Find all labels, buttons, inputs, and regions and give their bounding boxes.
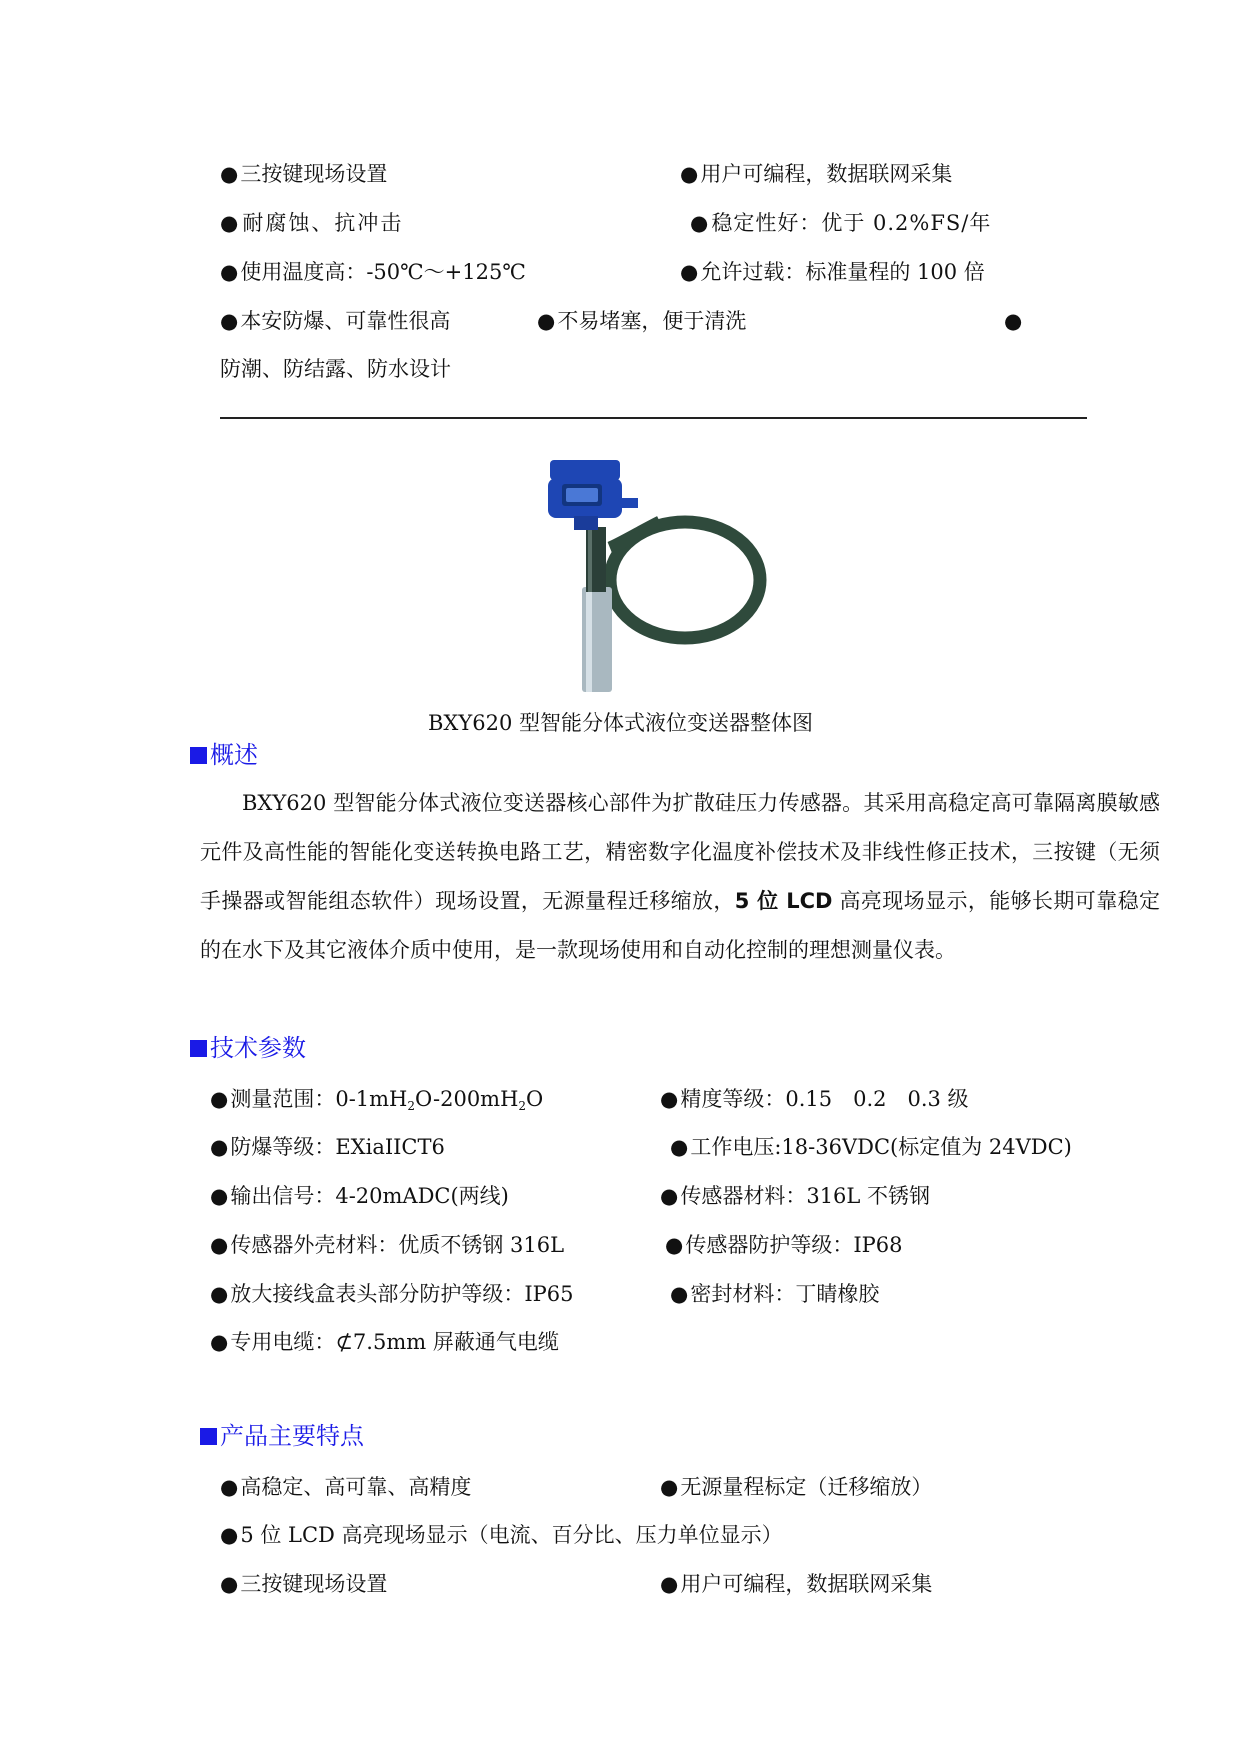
- feature-item: ●稳定性好：优于 0.2%FS/年: [690, 211, 992, 235]
- param-item: ●精度等级：0.15 0.2 0.3 级: [660, 1087, 969, 1111]
- param-item: ●密封材料：丁睛橡胶: [670, 1282, 880, 1306]
- param-item: ●输出信号：4-20mADC(两线): [210, 1184, 509, 1208]
- param-item: ●传感器外壳材料：优质不锈钢 316L: [210, 1233, 565, 1257]
- square-bullet-icon: [190, 747, 207, 764]
- param-item: ●工作电压:18-36VDC(标定值为 24VDC): [670, 1135, 1072, 1159]
- param-item: ●测量范围：$0-1mH_2O-200mH_2O$: [210, 1087, 544, 1113]
- param-item: ●传感器防护等级：IP68: [665, 1233, 903, 1257]
- divider: [220, 417, 1087, 419]
- param-item: ●传感器材料：316L 不锈钢: [660, 1184, 931, 1208]
- feature-item: ●本安防爆、可靠性很高: [220, 309, 451, 333]
- features-heading: 产品主要特点: [200, 1424, 364, 1448]
- param-item: ●防爆等级：EXiaIICT6: [210, 1135, 445, 1159]
- feature-item: 防潮、防结露、防水设计: [220, 357, 451, 381]
- feature-bullet: ●: [1004, 309, 1023, 333]
- figure-caption: BXY620 型智能分体式液位变送器整体图: [427, 711, 813, 735]
- product-image: [540, 452, 770, 700]
- feature-item: ●高稳定、高可靠、高精度: [220, 1475, 472, 1499]
- feature-item: ●使用温度高：-50℃～+125℃: [220, 260, 526, 284]
- feature-item: ●三按键现场设置: [220, 162, 388, 186]
- feature-item: ●允许过载：标准量程的 100 倍: [680, 260, 985, 284]
- param-item: ●专用电缆：⊄7.5mm 屏蔽通气电缆: [210, 1330, 559, 1354]
- feature-item: ●无源量程标定（迁移缩放）: [660, 1475, 933, 1499]
- param-item: ●放大接线盒表头部分防护等级：IP65: [210, 1282, 574, 1306]
- feature-item: ●耐腐蚀、抗冲击: [220, 211, 404, 235]
- square-bullet-icon: [200, 1428, 217, 1445]
- feature-item: ●三按键现场设置: [220, 1572, 388, 1596]
- feature-item: ●不易堵塞，便于清洗: [537, 309, 747, 333]
- square-bullet-icon: [190, 1040, 207, 1057]
- overview-paragraph: BXY620 型智能分体式液位变送器核心部件为扩散硅压力传感器。其采用高稳定高可靠隔离膜敏感元件及高性能的智能化变送转换电路工艺，精密数字化温度补偿技术及非线性修正技术，三按键（无须手操器或智能组态软件）现场设置，无源量程迁移缩放，5 位 LCD 高亮现场显示，能够长期可靠稳定的在水下及其它液体介质中使用，是一款现场使用和自动化控制的理想测量仪表。: [200, 791, 1160, 962]
- feature-item: ●5 位 LCD 高亮现场显示（电流、百分比、压力单位显示）: [220, 1523, 783, 1547]
- feature-item: ●用户可编程，数据联网采集: [660, 1572, 933, 1596]
- overview-heading: 概述: [190, 743, 258, 767]
- tech-heading: 技术参数: [190, 1036, 306, 1060]
- feature-item: ●用户可编程，数据联网采集: [680, 162, 953, 186]
